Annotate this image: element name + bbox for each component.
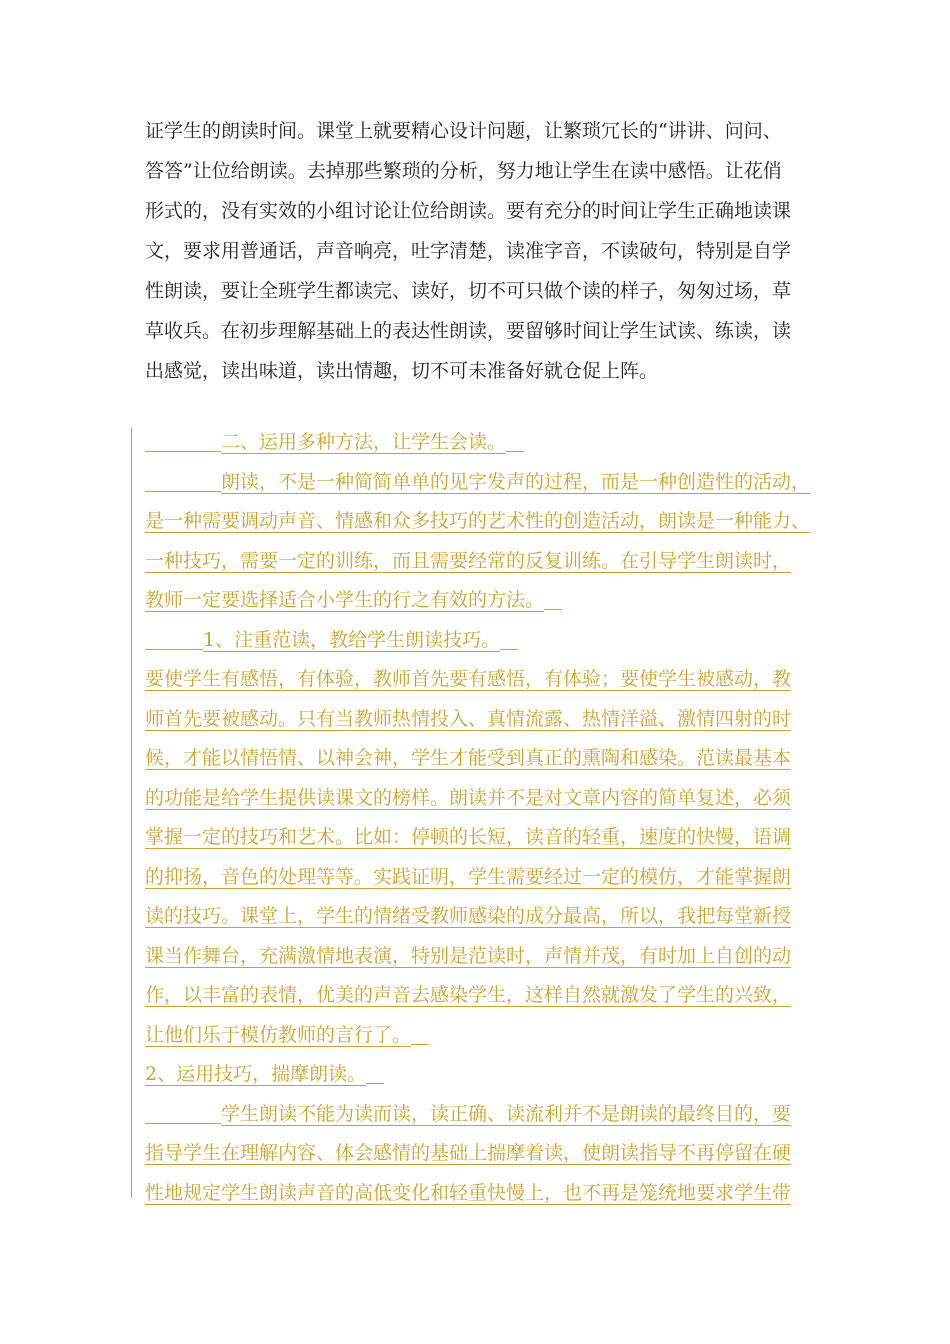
tracked-insertion-block — [145, 423, 815, 1213]
text-line — [145, 463, 815, 503]
inserted-text: 掌握一定的技巧和艺术。比如：停顿的长短，读音的轻重，速度的快慢，语调 — [145, 826, 792, 848]
inserted-text: 让他们乐于模仿教师的言行了。 — [145, 1023, 412, 1046]
inserted-text: 是一种需要调动声音、情感和众多技巧的艺术性的创造活动，朗读是一种能力、 — [145, 510, 811, 532]
text-line: 证学生的朗读时间。课堂上就要精心设计问题，让繁琐冗长的“讲讲、问问、 — [145, 120, 782, 142]
text-line — [145, 779, 815, 819]
text-line — [145, 1174, 815, 1214]
text-line: 答答”让位给朗读。去掉那些繁琐的分析，努力地让学生在读中感悟。让花俏 — [145, 160, 782, 182]
inserted-text: 的功能是给学生提供读课文的榜样。朗读并不是对文章内容的简单复述，必须 — [145, 786, 792, 809]
text-line — [145, 542, 815, 582]
text-line — [145, 739, 815, 779]
section-heading — [145, 423, 815, 463]
inserted-text: 指导学生在理解内容、体会感情的基础上揣摩着读，使朗读指导不再停留在硬 — [145, 1142, 792, 1164]
text-line: 出感觉，读出味道，读出情趣，切不可未准备好就仓促上阵。 — [145, 360, 659, 382]
change-bar — [131, 428, 132, 1198]
text-line — [145, 897, 815, 937]
body-paragraph — [145, 111, 805, 391]
inserted-text: 读的技巧。课堂上，学生的情绪受教师感染的成分最高，所以，我把每堂新授 — [145, 905, 792, 927]
text-line — [145, 502, 815, 542]
text-line — [145, 660, 815, 700]
text-line — [145, 1134, 815, 1174]
inserted-text: 课当作舞台，充满激情地表演，特别是范读时，声情并茂，有时加上自创的动 — [145, 944, 792, 967]
inserted-text: 作，以丰富的表情，优美的声音去感染学生，这样自然就激发了学生的兴致， — [145, 984, 792, 1006]
sub-heading — [145, 1055, 815, 1095]
inserted-text: 候，才能以情悟情、以神会神，学生才能受到真正的熏陶和感染。范读最基本 — [145, 747, 792, 769]
sub-heading — [145, 621, 815, 661]
inserted-text: 学生朗读不能为读而读，读正确、读流利并不是朗读的最终目的，要 — [221, 1102, 792, 1125]
text-line — [145, 976, 815, 1016]
inserted-text: 要使学生有感悟，有体验，教师首先要有感悟，有体验；要使学生被感动，教 — [145, 668, 792, 690]
inserted-text: 性地规定学生朗读声音的高低变化和轻重快慢上，也不再是笼统地要求学生带 — [145, 1181, 792, 1204]
text-line: 形式的，没有实效的小组讨论让位给朗读。要有充分的时间让学生正确地读课 — [145, 200, 792, 222]
text-line — [145, 1095, 815, 1135]
text-line — [145, 858, 815, 898]
sub-heading-text: 2、运用技巧，揣摩朗读。 — [145, 1063, 367, 1085]
text-line: 文，要求用普通话，声音响亮，吐字清楚，读准字音，不读破句，特别是自学 — [145, 240, 792, 262]
sub-heading-text: 1、注重范读，教给学生朗读技巧。 — [203, 628, 501, 651]
inserted-text: 教师一定要选择适合小学生的行之有效的方法。 — [145, 589, 545, 611]
text-line — [145, 818, 815, 858]
text-line — [145, 581, 815, 621]
section-heading-text: 二、运用多种方法，让学生会读。 — [221, 431, 507, 453]
text-line: 草收兵。在初步理解基础上的表达性朗读，要留够时间让学生试读、练读，读 — [145, 320, 792, 342]
text-line: 性朗读，要让全班学生都读完、读好，切不可只做个读的样子，匆匆过场，草 — [145, 280, 792, 302]
text-line — [145, 937, 815, 977]
inserted-text: 一种技巧，需要一定的训练，而且需要经常的反复训练。在引导学生朗读时， — [145, 549, 792, 572]
inserted-text: 的抑扬，音色的处理等等。实践证明，学生需要经过一定的模仿，才能掌握朗 — [145, 865, 792, 888]
inserted-text: 师首先要被感动。只有当教师热情投入、真情流露、热情洋溢、激情四射的时 — [145, 707, 792, 730]
inserted-text: 朗读，不是一种简简单单的见字发声的过程，而是一种创造性的活动， — [221, 470, 811, 493]
text-line — [145, 1016, 815, 1056]
text-line — [145, 700, 815, 740]
